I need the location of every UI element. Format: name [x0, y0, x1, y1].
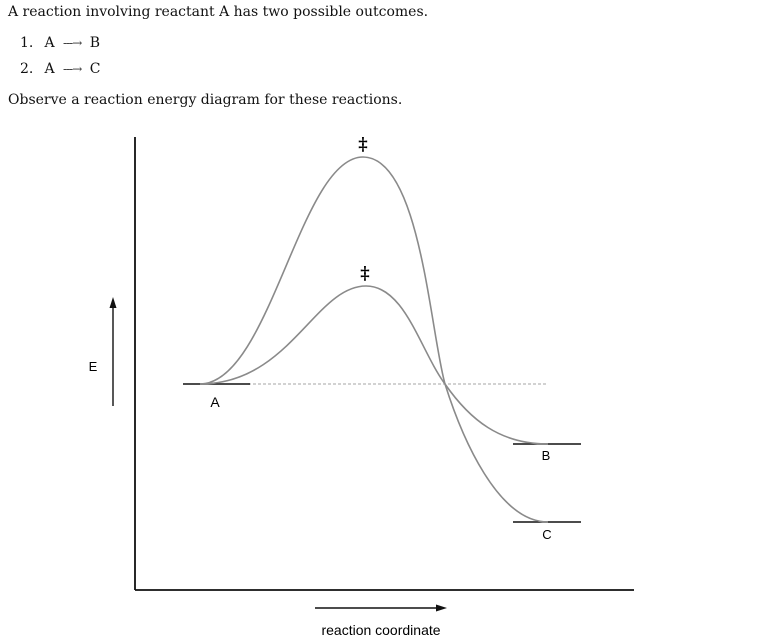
observe-text: Observe a reaction energy diagram for these reactions.	[8, 92, 403, 108]
reaction-2-product: C	[89, 61, 101, 77]
transition-state-symbol-upper: ‡	[358, 134, 368, 155]
x-axis-label: reaction coordinate	[321, 622, 441, 638]
energy-arrow-head	[110, 297, 117, 308]
reaction-1-arrow: ---→	[63, 36, 82, 50]
reaction-2-number: 2.	[20, 61, 34, 77]
reaction-curve-a-to-b	[200, 286, 548, 444]
product-c-label: C	[542, 527, 552, 542]
reactant-a-label: A	[210, 394, 220, 410]
reaction-1-reactant: A	[44, 35, 55, 51]
reaction-coordinate-arrow-head	[436, 605, 447, 612]
reaction-1-number: 1.	[20, 35, 34, 51]
reaction-2-arrow: ---→	[63, 62, 82, 76]
reaction-curve-a-to-c	[200, 157, 548, 522]
transition-state-symbol-lower: ‡	[360, 263, 370, 284]
reaction-1-product: B	[89, 35, 100, 51]
reaction-2-reactant: A	[44, 61, 55, 77]
product-b-label: B	[541, 448, 551, 463]
y-axis-label: E	[88, 359, 98, 374]
intro-text: A reaction involving reactant A has two possible outcomes.	[8, 4, 429, 20]
